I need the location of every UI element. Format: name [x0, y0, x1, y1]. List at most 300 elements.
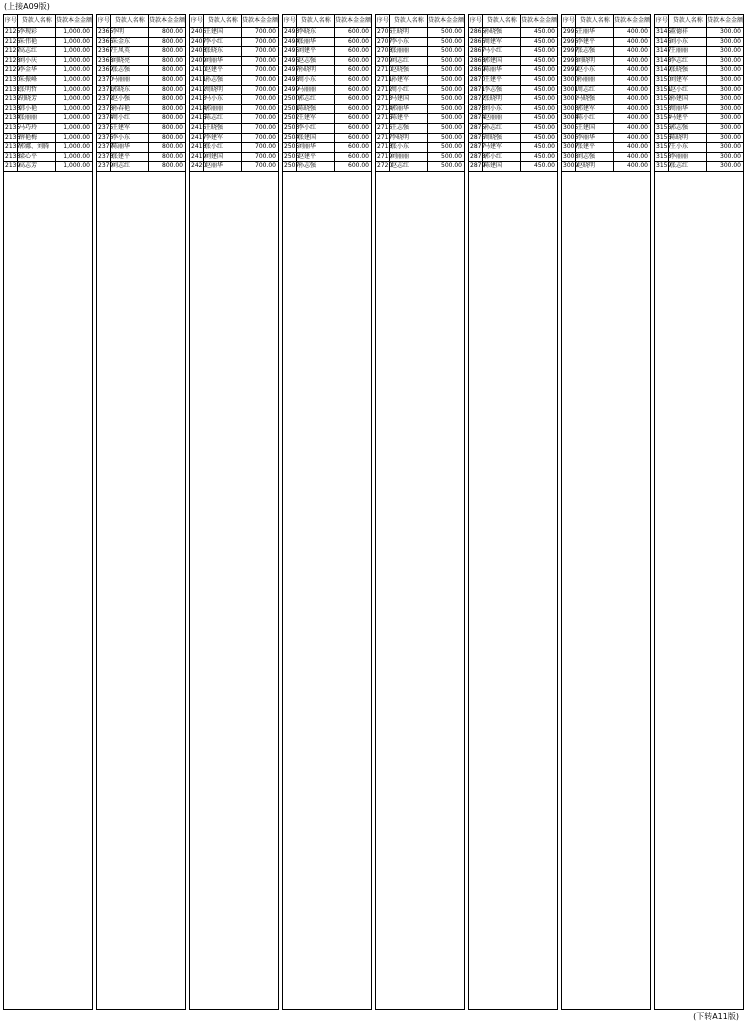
row-amount: 700.00 — [255, 104, 276, 112]
row-seq: 2131 — [5, 85, 21, 93]
row-amount: 1,000.00 — [63, 104, 90, 112]
row-amount: 400.00 — [627, 133, 648, 141]
table-row — [190, 28, 278, 38]
row-seq: 3148 — [656, 56, 672, 64]
row-seq: 2999 — [563, 66, 579, 74]
row-amount: 400.00 — [627, 66, 648, 74]
row-amount: 300.00 — [720, 37, 741, 45]
row-amount: 300.00 — [720, 143, 741, 151]
table-row — [655, 66, 743, 76]
table-row — [376, 143, 464, 153]
row-name: 周小红 — [111, 114, 149, 123]
row-seq: 2125 — [5, 28, 21, 35]
row-amount: 700.00 — [255, 47, 276, 55]
row-name: 陈丽华 — [111, 143, 149, 152]
row-seq: 2130 — [5, 75, 21, 83]
row-name: 孙晓明 — [297, 66, 335, 75]
row-amount: 500.00 — [441, 56, 462, 64]
row-amount: 300.00 — [720, 133, 741, 141]
table-row — [283, 143, 371, 153]
row-name: 董德祥 — [669, 28, 707, 37]
row-seq: 3152 — [656, 95, 672, 103]
row-seq: 2871 — [470, 85, 486, 93]
table-row — [4, 47, 92, 57]
row-amount: 450.00 — [534, 47, 555, 55]
table-row — [655, 86, 743, 96]
row-name: 赵丽丽 — [483, 114, 521, 123]
continued-to-note: (下转A11版) — [693, 1012, 739, 1021]
table-row — [376, 105, 464, 115]
row-amount: 700.00 — [255, 162, 276, 170]
table-row — [655, 134, 743, 144]
row-name: 马丽丽 — [111, 76, 149, 85]
row-name: 薛艳梅 — [18, 134, 56, 143]
table-row — [4, 105, 92, 115]
row-seq: 3151 — [656, 85, 672, 93]
row-amount: 400.00 — [627, 47, 648, 55]
row-amount: 1,000.00 — [63, 47, 90, 55]
header-amount: 贷款本金金额 — [148, 17, 185, 24]
row-name: 高志红 — [18, 47, 56, 56]
table-row — [376, 114, 464, 124]
row-name: 孙春艳 — [111, 105, 149, 114]
row-seq: 2138 — [5, 152, 21, 160]
row-name: 赵小红 — [669, 86, 707, 95]
table-row — [655, 153, 743, 163]
row-name: 刘晓明 — [576, 57, 614, 66]
row-name: 王建军 — [297, 114, 335, 123]
row-amount: 400.00 — [627, 28, 648, 35]
header-seq: 序号 — [4, 15, 18, 27]
table-header — [469, 15, 557, 28]
row-name: 周小红 — [390, 86, 428, 95]
row-amount: 800.00 — [162, 56, 183, 64]
table-row — [562, 124, 650, 134]
row-seq: 2997 — [563, 47, 579, 55]
row-seq: 2139 — [5, 162, 21, 170]
row-seq: 2417 — [191, 133, 207, 141]
table-row — [97, 134, 185, 144]
row-name: 李志红 — [669, 57, 707, 66]
table-row — [562, 134, 650, 144]
row-amount: 600.00 — [348, 123, 369, 131]
row-amount: 450.00 — [534, 75, 555, 83]
row-amount: 800.00 — [162, 123, 183, 131]
row-amount: 800.00 — [162, 133, 183, 141]
row-name: 李小东 — [390, 38, 428, 47]
header-seq: 序号 — [655, 15, 669, 27]
row-seq: 2706 — [377, 28, 393, 35]
row-seq: 2873 — [470, 104, 486, 112]
row-amount: 300.00 — [720, 123, 741, 131]
table-row — [190, 105, 278, 115]
table-row — [283, 162, 371, 172]
table-row — [376, 76, 464, 86]
row-name: 王建军 — [111, 124, 149, 133]
row-name: 李丽丽 — [669, 153, 707, 162]
header-seq: 序号 — [97, 15, 111, 27]
table-header — [190, 15, 278, 28]
table-row — [4, 86, 92, 96]
row-name: 陈建平 — [390, 114, 428, 123]
table-row — [283, 28, 371, 38]
row-name: 张建平 — [576, 143, 614, 152]
row-amount: 700.00 — [255, 56, 276, 64]
row-seq: 2127 — [5, 47, 21, 55]
table-row — [562, 38, 650, 48]
row-seq: 2878 — [470, 152, 486, 160]
table-row — [469, 76, 557, 86]
row-amount: 500.00 — [441, 104, 462, 112]
row-name: 刘丽华 — [297, 143, 335, 152]
row-amount: 700.00 — [255, 75, 276, 83]
table-row — [469, 105, 557, 115]
row-seq: 2126 — [5, 37, 21, 45]
row-amount: 800.00 — [162, 28, 183, 35]
table-row — [655, 124, 743, 134]
table-row — [97, 66, 185, 76]
row-name: 马建国 — [390, 95, 428, 104]
row-amount: 500.00 — [441, 143, 462, 151]
row-amount: 800.00 — [162, 152, 183, 160]
table-header — [376, 15, 464, 28]
row-name: 刘志红 — [390, 57, 428, 66]
table-row — [655, 162, 743, 172]
row-seq: 2495 — [284, 47, 300, 55]
row-name: 李明 — [111, 28, 149, 37]
table-row — [562, 76, 650, 86]
row-amount: 500.00 — [441, 114, 462, 122]
row-seq: 2868 — [470, 56, 486, 64]
row-name: 马巧玲 — [18, 124, 56, 133]
table-row — [376, 38, 464, 48]
row-name: 马建平 — [669, 114, 707, 123]
row-amount: 1,000.00 — [63, 37, 90, 45]
row-name: 郭晓东 — [111, 86, 149, 95]
row-seq: 2365 — [98, 28, 114, 35]
row-seq: 2136 — [5, 133, 21, 141]
row-amount: 300.00 — [720, 56, 741, 64]
table-row — [190, 38, 278, 48]
row-amount: 600.00 — [348, 37, 369, 45]
row-name: 郭丽华 — [390, 105, 428, 114]
table-row — [190, 57, 278, 67]
table-row — [4, 38, 92, 48]
row-seq: 2872 — [470, 95, 486, 103]
row-name: 赵志强 — [297, 57, 335, 66]
row-amount: 300.00 — [720, 85, 741, 93]
table-row — [562, 153, 650, 163]
row-amount: 500.00 — [441, 133, 462, 141]
row-seq: 2497 — [284, 66, 300, 74]
row-name: 刘丽华 — [204, 57, 242, 66]
row-name: 朱伟艳 — [18, 38, 56, 47]
row-name: 李金华 — [18, 66, 56, 75]
row-name: 周建军 — [483, 38, 521, 47]
row-name: 周丽华 — [669, 105, 707, 114]
row-seq: 2412 — [191, 85, 207, 93]
row-name: 李现彩 — [18, 28, 56, 37]
header-amount: 贷款本金金额 — [334, 17, 371, 24]
row-amount: 400.00 — [627, 75, 648, 83]
row-name: 王凤英 — [111, 47, 149, 56]
table-row — [376, 153, 464, 163]
table-row — [4, 124, 92, 134]
table-row — [655, 28, 743, 38]
row-seq: 2493 — [284, 28, 300, 35]
row-name: 陈晓明 — [669, 134, 707, 143]
row-name: 周晓强 — [483, 134, 521, 143]
header-seq: 序号 — [190, 15, 204, 27]
row-amount: 1,000.00 — [63, 56, 90, 64]
row-seq: 2369 — [98, 66, 114, 74]
table-row — [283, 114, 371, 124]
row-seq: 2717 — [377, 133, 393, 141]
row-name: 赵建平 — [297, 153, 335, 162]
table-row — [4, 153, 92, 163]
row-amount: 450.00 — [534, 28, 555, 35]
table-row — [97, 86, 185, 96]
table-row — [283, 57, 371, 67]
header-amount: 贷款本金金额 — [706, 17, 743, 24]
row-amount: 450.00 — [534, 56, 555, 64]
table-row — [469, 114, 557, 124]
table-row — [97, 95, 185, 105]
table-row — [562, 114, 650, 124]
loan-table-panel — [375, 14, 465, 1010]
row-amount: 450.00 — [534, 162, 555, 170]
header-amount: 贷款本金金额 — [55, 17, 92, 24]
row-name: 王志强 — [390, 124, 428, 133]
table-row — [190, 153, 278, 163]
table-header — [562, 15, 650, 28]
row-name: 郭建国 — [483, 57, 521, 66]
row-seq: 3009 — [563, 162, 579, 170]
row-seq: 2712 — [377, 85, 393, 93]
row-amount: 600.00 — [348, 143, 369, 151]
row-amount: 500.00 — [441, 152, 462, 160]
row-amount: 700.00 — [255, 143, 276, 151]
table-row — [376, 95, 464, 105]
table-row — [469, 153, 557, 163]
row-amount: 800.00 — [162, 104, 183, 112]
row-seq: 2133 — [5, 104, 21, 112]
row-name: 张丽丽 — [390, 47, 428, 56]
row-name: 张晓强 — [669, 66, 707, 75]
table-row — [562, 105, 650, 115]
table-row — [190, 162, 278, 172]
row-seq: 3158 — [656, 152, 672, 160]
row-seq: 2496 — [284, 56, 300, 64]
header-amount: 贷款本金金额 — [613, 17, 650, 24]
row-amount: 450.00 — [534, 37, 555, 45]
row-amount: 1,000.00 — [63, 143, 90, 151]
row-name: 王小东 — [669, 143, 707, 152]
row-name: 李建平 — [576, 38, 614, 47]
loan-table-panel — [282, 14, 372, 1010]
row-name: 陈晓强 — [297, 105, 335, 114]
table-row — [283, 124, 371, 134]
row-seq: 2370 — [98, 75, 114, 83]
row-amount: 400.00 — [627, 162, 648, 170]
row-seq: 3006 — [563, 133, 579, 141]
row-name: 陈建国 — [483, 162, 521, 171]
table-row — [469, 28, 557, 38]
row-amount: 300.00 — [720, 75, 741, 83]
table-row — [97, 105, 185, 115]
table-row — [4, 114, 92, 124]
row-seq: 2499 — [284, 85, 300, 93]
row-name: 刘晓亮 — [111, 57, 149, 66]
table-row — [376, 47, 464, 57]
row-seq: 2408 — [191, 47, 207, 55]
table-row — [376, 66, 464, 76]
table-row — [190, 76, 278, 86]
row-amount: 800.00 — [162, 114, 183, 122]
loan-table-panel — [468, 14, 558, 1010]
row-amount: 800.00 — [162, 162, 183, 170]
table-row — [97, 114, 185, 124]
row-seq: 2713 — [377, 95, 393, 103]
row-amount: 500.00 — [441, 162, 462, 170]
row-seq: 3007 — [563, 143, 579, 151]
table-row — [4, 76, 92, 86]
row-seq: 2719 — [377, 152, 393, 160]
table-row — [469, 95, 557, 105]
row-name: 孙志强 — [297, 162, 335, 171]
table-row — [97, 38, 185, 48]
row-name: 周小东 — [297, 76, 335, 85]
row-amount: 700.00 — [255, 114, 276, 122]
row-seq: 2709 — [377, 56, 393, 64]
row-name: 刘志红 — [111, 162, 149, 171]
table-row — [376, 162, 464, 172]
row-name: 马建军 — [483, 143, 521, 152]
table-row — [655, 143, 743, 153]
row-seq: 3005 — [563, 123, 579, 131]
row-name: 李志强 — [483, 86, 521, 95]
table-row — [469, 162, 557, 172]
row-seq: 2504 — [284, 133, 300, 141]
row-name: 马丽丽 — [297, 86, 335, 95]
row-name: 张晓明 — [483, 95, 521, 104]
row-amount: 1,000.00 — [63, 162, 90, 170]
row-amount: 300.00 — [720, 47, 741, 55]
table-row — [283, 134, 371, 144]
row-amount: 450.00 — [534, 104, 555, 112]
row-amount: 450.00 — [534, 143, 555, 151]
row-name: 郭小红 — [483, 153, 521, 162]
row-amount: 800.00 — [162, 95, 183, 103]
row-seq: 2876 — [470, 133, 486, 141]
loan-table-panel — [189, 14, 279, 1010]
table-row — [469, 57, 557, 67]
row-amount: 600.00 — [348, 95, 369, 103]
row-seq: 3147 — [656, 47, 672, 55]
header-name: 贷款人名称 — [483, 15, 521, 27]
row-name: 张志强 — [576, 47, 614, 56]
table-row — [562, 47, 650, 57]
row-amount: 700.00 — [255, 152, 276, 160]
table-row — [4, 57, 92, 67]
row-seq: 2407 — [191, 37, 207, 45]
table-row — [97, 76, 185, 86]
row-seq: 2368 — [98, 56, 114, 64]
table-row — [655, 95, 743, 105]
row-amount: 450.00 — [534, 133, 555, 141]
table-row — [190, 95, 278, 105]
table-row — [562, 66, 650, 76]
row-amount: 600.00 — [348, 162, 369, 170]
row-seq: 3154 — [656, 114, 672, 122]
row-name: 郭丽丽 — [204, 105, 242, 114]
row-seq: 2409 — [191, 56, 207, 64]
row-amount: 1,000.00 — [63, 85, 90, 93]
row-name: 王丽华 — [576, 28, 614, 37]
table-row — [283, 86, 371, 96]
row-name: 郭志红 — [297, 95, 335, 104]
row-seq: 3001 — [563, 85, 579, 93]
row-name: 赵晓明 — [576, 162, 614, 171]
table-row — [655, 47, 743, 57]
row-seq: 2711 — [377, 75, 393, 83]
row-amount: 500.00 — [441, 95, 462, 103]
table-row — [97, 143, 185, 153]
row-seq: 2867 — [470, 47, 486, 55]
table-row — [97, 124, 185, 134]
row-amount: 1,000.00 — [63, 75, 90, 83]
row-amount: 700.00 — [255, 28, 276, 35]
row-name: 张志红 — [669, 162, 707, 171]
row-seq: 2494 — [284, 37, 300, 45]
header-amount: 贷款本金金额 — [241, 17, 278, 24]
header-name: 贷款人名称 — [204, 15, 242, 27]
row-seq: 2506 — [284, 152, 300, 160]
row-amount: 700.00 — [255, 85, 276, 93]
header-seq: 序号 — [376, 15, 390, 27]
table-row — [4, 134, 92, 144]
header-name: 贷款人名称 — [576, 15, 614, 27]
row-name: 刘小东 — [483, 105, 521, 114]
row-seq: 3004 — [563, 114, 579, 122]
table-row — [190, 47, 278, 57]
row-amount: 400.00 — [627, 114, 648, 122]
row-name: 赵丽华 — [204, 162, 242, 171]
row-seq: 2708 — [377, 47, 393, 55]
row-seq: 3153 — [656, 104, 672, 112]
table-row — [97, 162, 185, 172]
row-seq: 2710 — [377, 66, 393, 74]
row-name: 孙志红 — [483, 124, 521, 133]
row-amount: 300.00 — [720, 114, 741, 122]
table-row — [97, 28, 185, 38]
row-amount: 400.00 — [627, 37, 648, 45]
row-name: 朱振峰 — [18, 76, 56, 85]
row-amount: 500.00 — [441, 75, 462, 83]
table-row — [97, 153, 185, 163]
row-seq: 2998 — [563, 56, 579, 64]
row-name: 李小红 — [204, 38, 242, 47]
loan-table-panels — [3, 14, 744, 1010]
row-name: 胡晓芳 — [18, 95, 56, 104]
table-row — [190, 143, 278, 153]
row-amount: 800.00 — [162, 47, 183, 55]
row-amount: 700.00 — [255, 66, 276, 74]
table-row — [376, 134, 464, 144]
row-name: 王晓明 — [390, 28, 428, 37]
row-amount: 300.00 — [720, 66, 741, 74]
row-name: 孙志强 — [204, 76, 242, 85]
